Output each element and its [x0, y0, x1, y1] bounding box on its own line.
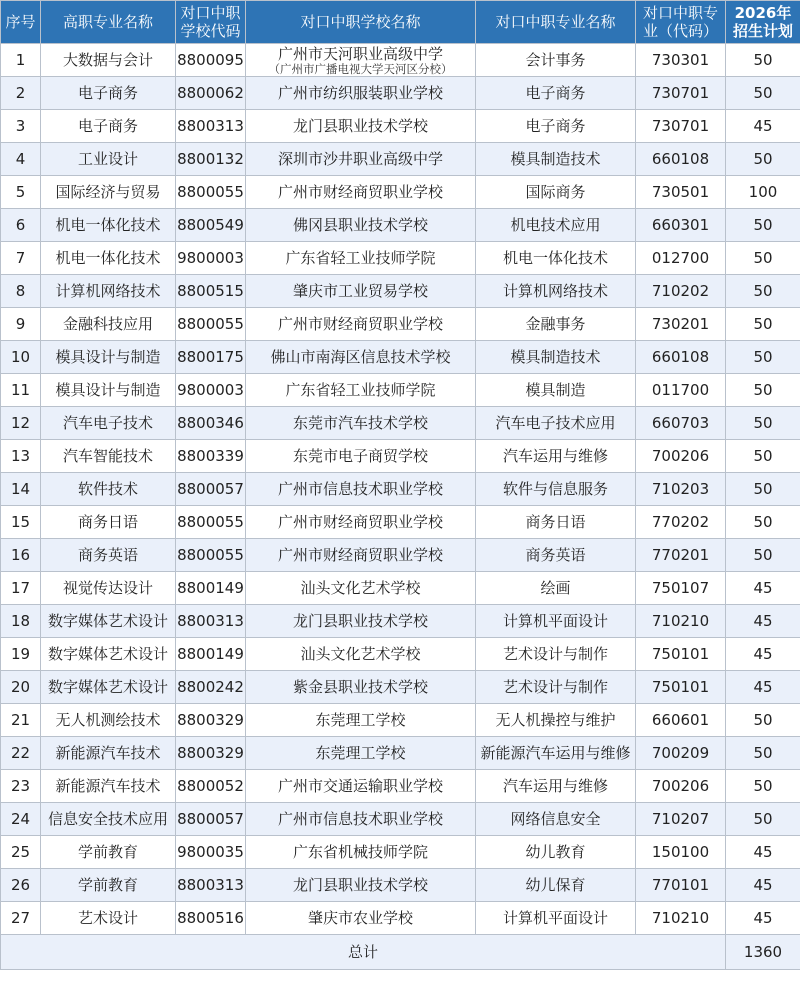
cell-index: 16: [1, 539, 41, 572]
cell-major: 电子商务: [41, 110, 176, 143]
cell-sec-major: 金融事务: [476, 308, 636, 341]
cell-index: 15: [1, 506, 41, 539]
cell-index: 14: [1, 473, 41, 506]
cell-major: 学前教育: [41, 836, 176, 869]
header-plan-line2: 招生计划: [732, 22, 793, 40]
cell-plan: 45: [726, 605, 800, 638]
cell-index: 9: [1, 308, 41, 341]
cell-index: 19: [1, 638, 41, 671]
cell-school-code: 8800052: [176, 770, 246, 803]
cell-school-code: 8800055: [176, 539, 246, 572]
school-name: 广东省机械技师学院: [292, 843, 428, 861]
cell-sec-major: 网络信息安全: [476, 803, 636, 836]
school-name: 广州市财经商贸职业学校: [277, 183, 443, 201]
cell-sec-major: 幼儿教育: [476, 836, 636, 869]
cell-school-code: 9800003: [176, 242, 246, 275]
table-body: [1, 44, 800, 935]
cell-school-code: 8800175: [176, 341, 246, 374]
cell-sec-major: 电子商务: [476, 77, 636, 110]
cell-sec-code: 700206: [636, 770, 726, 803]
cell-major: 信息安全技术应用: [41, 803, 176, 836]
cell-index: 17: [1, 572, 41, 605]
school-name: 广州市财经商贸职业学校: [277, 513, 443, 531]
school-name: 广州市纺织服装职业学校: [277, 84, 443, 102]
cell-sec-code: 700206: [636, 440, 726, 473]
cell-school: [246, 143, 476, 176]
cell-sec-code: 750101: [636, 671, 726, 704]
cell-school: [246, 902, 476, 935]
cell-school-code: 8800515: [176, 275, 246, 308]
cell-school-code: 8800149: [176, 572, 246, 605]
school-name: 广东省轻工业技师学院: [285, 249, 436, 267]
cell-major: 机电一体化技术: [41, 242, 176, 275]
cell-major: 电子商务: [41, 77, 176, 110]
cell-sec-major: 艺术设计与制作: [476, 638, 636, 671]
cell-sec-major: 汽车运用与维修: [476, 770, 636, 803]
cell-index: 23: [1, 770, 41, 803]
cell-plan: 50: [726, 308, 800, 341]
school-name: 东莞市电子商贸学校: [292, 447, 428, 465]
cell-index: 12: [1, 407, 41, 440]
header-sec-code: [636, 1, 726, 44]
cell-plan: 45: [726, 902, 800, 935]
table-row: [1, 308, 800, 341]
cell-sec-major: 幼儿保育: [476, 869, 636, 902]
cell-plan: 50: [726, 704, 800, 737]
cell-school: [246, 605, 476, 638]
table-row: [1, 275, 800, 308]
school-name: 紫金县职业技术学校: [292, 678, 428, 696]
school-name: 汕头文化艺术学校: [300, 579, 421, 597]
cell-index: 5: [1, 176, 41, 209]
cell-sec-major: 艺术设计与制作: [476, 671, 636, 704]
school-name: 佛山市南海区信息技术学校: [270, 348, 451, 366]
cell-plan: 50: [726, 473, 800, 506]
cell-school: [246, 77, 476, 110]
cell-major: 无人机测绘技术: [41, 704, 176, 737]
cell-major: 学前教育: [41, 869, 176, 902]
cell-index: 18: [1, 605, 41, 638]
cell-school: [246, 869, 476, 902]
cell-school-code: 8800339: [176, 440, 246, 473]
cell-major: 模具设计与制造: [41, 341, 176, 374]
cell-school-code: 8800329: [176, 704, 246, 737]
cell-school: [246, 440, 476, 473]
cell-school-code: 8800313: [176, 605, 246, 638]
cell-school-code: 9800003: [176, 374, 246, 407]
cell-school-code: 8800242: [176, 671, 246, 704]
cell-plan: 50: [726, 374, 800, 407]
cell-school-code: 8800549: [176, 209, 246, 242]
cell-major: 计算机网络技术: [41, 275, 176, 308]
school-name: 东莞理工学校: [315, 711, 406, 729]
school-name: 肇庆市工业贸易学校: [292, 282, 428, 300]
cell-school-code: 8800329: [176, 737, 246, 770]
cell-sec-code: 700209: [636, 737, 726, 770]
cell-school-code: 8800313: [176, 110, 246, 143]
school-name: 广州市交通运输职业学校: [277, 777, 443, 795]
cell-sec-code: 770201: [636, 539, 726, 572]
cell-school-code: 8800057: [176, 473, 246, 506]
cell-sec-major: 汽车电子技术应用: [476, 407, 636, 440]
cell-index: 11: [1, 374, 41, 407]
cell-sec-code: 660601: [636, 704, 726, 737]
table-row: [1, 572, 800, 605]
cell-major: 机电一体化技术: [41, 209, 176, 242]
cell-school: [246, 176, 476, 209]
cell-sec-code: 710203: [636, 473, 726, 506]
cell-school-code: 8800095: [176, 44, 246, 77]
table-row: [1, 902, 800, 935]
cell-major: 软件技术: [41, 473, 176, 506]
cell-sec-major: 汽车运用与维修: [476, 440, 636, 473]
cell-major: 金融科技应用: [41, 308, 176, 341]
school-name: 广州市财经商贸职业学校: [277, 315, 443, 333]
header-sec-major: 对口中职专业名称: [476, 1, 636, 44]
cell-major: 数字媒体艺术设计: [41, 671, 176, 704]
cell-sec-major: 电子商务: [476, 110, 636, 143]
cell-plan: 50: [726, 341, 800, 374]
cell-school-code: 9800035: [176, 836, 246, 869]
school-name: 龙门县职业技术学校: [292, 117, 428, 135]
cell-school-code: 8800062: [176, 77, 246, 110]
cell-sec-major: 计算机网络技术: [476, 275, 636, 308]
total-row: [1, 935, 800, 970]
cell-plan: 50: [726, 440, 800, 473]
cell-index: 3: [1, 110, 41, 143]
cell-sec-code: 750107: [636, 572, 726, 605]
cell-school: [246, 308, 476, 341]
cell-sec-code: 730501: [636, 176, 726, 209]
cell-plan: 45: [726, 572, 800, 605]
cell-major: 新能源汽车技术: [41, 770, 176, 803]
school-name: 肇庆市农业学校: [307, 909, 413, 927]
cell-plan: 50: [726, 209, 800, 242]
cell-major: 模具设计与制造: [41, 374, 176, 407]
cell-index: 25: [1, 836, 41, 869]
header-sec-code-line2: 业（代码）: [642, 22, 718, 40]
school-name: 广州市信息技术职业学校: [277, 480, 443, 498]
cell-sec-code: 011700: [636, 374, 726, 407]
school-name: 龙门县职业技术学校: [292, 876, 428, 894]
table-row: [1, 638, 800, 671]
cell-index: 27: [1, 902, 41, 935]
cell-school-code: 8800346: [176, 407, 246, 440]
cell-index: 6: [1, 209, 41, 242]
cell-sec-major: 模具制造技术: [476, 341, 636, 374]
cell-plan: 50: [726, 407, 800, 440]
cell-plan: 50: [726, 275, 800, 308]
cell-sec-major: 新能源汽车运用与维修: [476, 737, 636, 770]
cell-plan: 50: [726, 242, 800, 275]
cell-index: 26: [1, 869, 41, 902]
table-row: [1, 77, 800, 110]
header-sec-code-line1: 对口中职专: [642, 4, 718, 22]
cell-plan: 50: [726, 803, 800, 836]
cell-school-code: 8800057: [176, 803, 246, 836]
school-name: 汕头文化艺术学校: [300, 645, 421, 663]
cell-index: 13: [1, 440, 41, 473]
cell-sec-code: 750101: [636, 638, 726, 671]
header-plan-line1: 2026年: [734, 4, 792, 22]
cell-sec-major: 计算机平面设计: [476, 902, 636, 935]
cell-sec-major: 绘画: [476, 572, 636, 605]
table-row: [1, 671, 800, 704]
total-value: 1360: [726, 935, 800, 970]
cell-school-code: 8800055: [176, 506, 246, 539]
cell-school: [246, 704, 476, 737]
header-school-code-line1: 对口中职: [180, 4, 241, 22]
cell-major: 艺术设计: [41, 902, 176, 935]
header-plan: [726, 1, 800, 44]
cell-sec-code: 660108: [636, 341, 726, 374]
table-row: [1, 539, 800, 572]
cell-school: [246, 242, 476, 275]
cell-school: [246, 737, 476, 770]
header-row: [1, 1, 800, 44]
cell-sec-code: 710210: [636, 605, 726, 638]
header-major: 高职专业名称: [41, 1, 176, 44]
cell-plan: 50: [726, 143, 800, 176]
cell-index: 1: [1, 44, 41, 77]
table-row: [1, 506, 800, 539]
cell-sec-major: 会计事务: [476, 44, 636, 77]
cell-plan: 45: [726, 671, 800, 704]
table-row: [1, 110, 800, 143]
cell-school: [246, 506, 476, 539]
table-row: [1, 704, 800, 737]
cell-sec-code: 730701: [636, 110, 726, 143]
cell-school: [246, 539, 476, 572]
cell-major: 大数据与会计: [41, 44, 176, 77]
cell-sec-major: 机电技术应用: [476, 209, 636, 242]
cell-school-code: 8800132: [176, 143, 246, 176]
cell-sec-code: 150100: [636, 836, 726, 869]
cell-plan: 50: [726, 44, 800, 77]
cell-major: 商务日语: [41, 506, 176, 539]
cell-school: [246, 770, 476, 803]
cell-major: 汽车智能技术: [41, 440, 176, 473]
school-name: 东莞市汽车技术学校: [292, 414, 428, 432]
cell-sec-code: 770101: [636, 869, 726, 902]
table-row: [1, 209, 800, 242]
cell-sec-major: 机电一体化技术: [476, 242, 636, 275]
cell-major: 汽车电子技术: [41, 407, 176, 440]
cell-school-code: 8800055: [176, 308, 246, 341]
table-row: [1, 44, 800, 77]
school-name: 佛冈县职业技术学校: [292, 216, 428, 234]
cell-major: 数字媒体艺术设计: [41, 638, 176, 671]
school-name-sub: （广州市广播电视大学天河区分校）: [268, 61, 453, 76]
table-row: [1, 869, 800, 902]
cell-sec-code: 012700: [636, 242, 726, 275]
cell-plan: 50: [726, 539, 800, 572]
cell-school: [246, 209, 476, 242]
cell-index: 8: [1, 275, 41, 308]
header-school-name: 对口中职学校名称: [246, 1, 476, 44]
school-name: 广东省轻工业技师学院: [285, 381, 436, 399]
table-row: [1, 242, 800, 275]
cell-school-code: 8800516: [176, 902, 246, 935]
table-row: [1, 374, 800, 407]
cell-sec-major: 模具制造技术: [476, 143, 636, 176]
cell-sec-code: 730301: [636, 44, 726, 77]
cell-school: [246, 473, 476, 506]
table-row: [1, 803, 800, 836]
cell-major: 新能源汽车技术: [41, 737, 176, 770]
cell-index: 21: [1, 704, 41, 737]
cell-school: [246, 341, 476, 374]
table-row: [1, 143, 800, 176]
cell-school: [246, 275, 476, 308]
cell-plan: 100: [726, 176, 800, 209]
cell-sec-code: 730201: [636, 308, 726, 341]
cell-plan: 50: [726, 506, 800, 539]
school-name: 广州市信息技术职业学校: [277, 810, 443, 828]
cell-sec-code: 660703: [636, 407, 726, 440]
cell-plan: 50: [726, 77, 800, 110]
cell-school: [246, 407, 476, 440]
school-name: 广州市财经商贸职业学校: [277, 546, 443, 564]
cell-sec-major: 商务英语: [476, 539, 636, 572]
total-label: 总计: [1, 935, 726, 970]
cell-sec-code: 710210: [636, 902, 726, 935]
cell-sec-code: 710202: [636, 275, 726, 308]
cell-sec-major: 模具制造: [476, 374, 636, 407]
cell-plan: 45: [726, 110, 800, 143]
table-row: [1, 836, 800, 869]
cell-school: [246, 803, 476, 836]
cell-sec-code: 730701: [636, 77, 726, 110]
cell-index: 2: [1, 77, 41, 110]
cell-school: [246, 374, 476, 407]
cell-index: 20: [1, 671, 41, 704]
cell-major: 工业设计: [41, 143, 176, 176]
table-row: [1, 770, 800, 803]
cell-sec-major: 无人机操控与维护: [476, 704, 636, 737]
cell-sec-code: 660108: [636, 143, 726, 176]
cell-school-code: 8800313: [176, 869, 246, 902]
cell-school-code: 8800149: [176, 638, 246, 671]
table-row: [1, 440, 800, 473]
school-name: 广州市天河职业高级中学: [277, 44, 443, 63]
cell-school: [246, 671, 476, 704]
cell-sec-code: 770202: [636, 506, 726, 539]
cell-index: 22: [1, 737, 41, 770]
table-row: [1, 737, 800, 770]
cell-sec-major: 软件与信息服务: [476, 473, 636, 506]
header-index: 序号: [1, 1, 41, 44]
cell-school: [246, 110, 476, 143]
cell-major: 数字媒体艺术设计: [41, 605, 176, 638]
header-school-code: [176, 1, 246, 44]
cell-plan: 50: [726, 770, 800, 803]
cell-plan: 45: [726, 836, 800, 869]
cell-index: 10: [1, 341, 41, 374]
cell-sec-major: 国际商务: [476, 176, 636, 209]
table-row: [1, 473, 800, 506]
cell-school-code: 8800055: [176, 176, 246, 209]
header-school-code-line2: 学校代码: [180, 22, 241, 40]
cell-index: 7: [1, 242, 41, 275]
cell-sec-code: 660301: [636, 209, 726, 242]
cell-major: 视觉传达设计: [41, 572, 176, 605]
cell-school: [246, 572, 476, 605]
table-row: [1, 341, 800, 374]
cell-index: 24: [1, 803, 41, 836]
cell-school: [246, 44, 476, 77]
table-row: [1, 407, 800, 440]
cell-major: 商务英语: [41, 539, 176, 572]
school-name: 龙门县职业技术学校: [292, 612, 428, 630]
table-row: [1, 605, 800, 638]
cell-plan: 45: [726, 638, 800, 671]
cell-sec-major: 商务日语: [476, 506, 636, 539]
cell-plan: 45: [726, 869, 800, 902]
school-name: 深圳市沙井职业高级中学: [277, 150, 443, 168]
cell-school: [246, 836, 476, 869]
cell-major: 国际经济与贸易: [41, 176, 176, 209]
cell-sec-major: 计算机平面设计: [476, 605, 636, 638]
table-row: [1, 176, 800, 209]
school-name: 东莞理工学校: [315, 744, 406, 762]
cell-index: 4: [1, 143, 41, 176]
cell-sec-code: 710207: [636, 803, 726, 836]
cell-plan: 50: [726, 737, 800, 770]
cell-school: [246, 638, 476, 671]
